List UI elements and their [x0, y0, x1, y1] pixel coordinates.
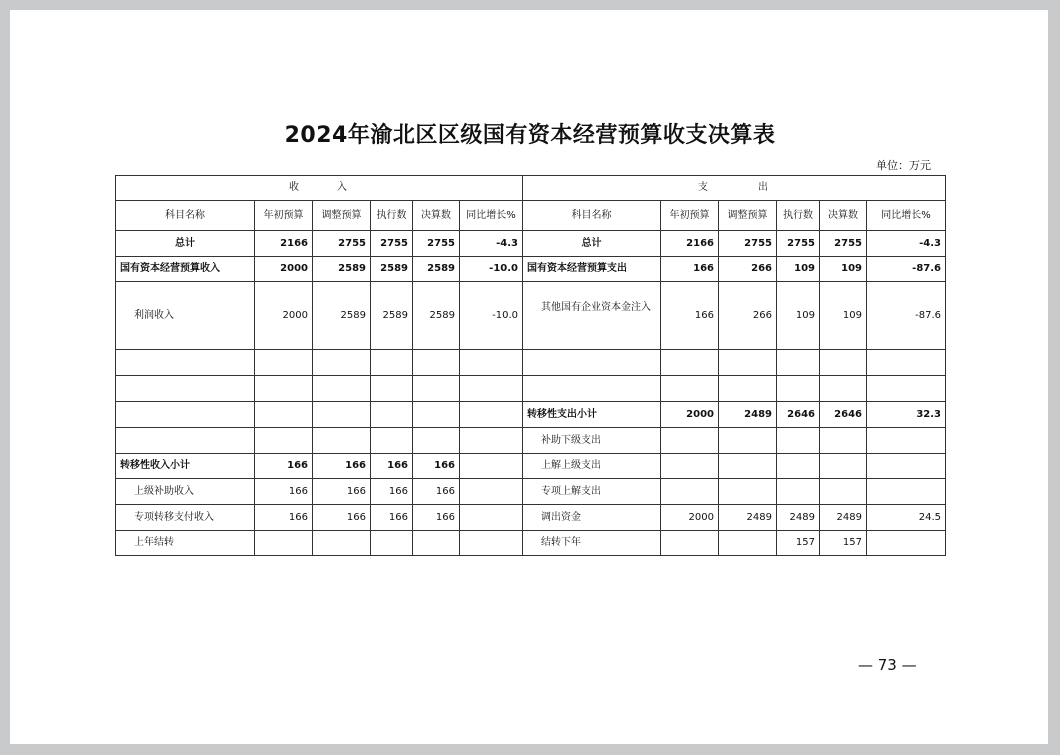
- expense-value-cell: 157: [820, 531, 867, 556]
- income-value-cell: [371, 402, 413, 428]
- income-value-cell: 2589: [413, 282, 460, 350]
- expense-value-cell: [867, 350, 946, 376]
- table-row: [116, 257, 946, 282]
- income-value-cell: 2000: [255, 257, 313, 282]
- income-value-cell: 2755: [313, 231, 371, 257]
- income-item-name: 上年结转: [116, 531, 255, 556]
- expense-item-name: 专项上解支出: [523, 479, 661, 505]
- expense-value-cell: [867, 376, 946, 402]
- expense-value-cell: 2000: [661, 505, 719, 531]
- col-header: 同比增长%: [867, 201, 946, 231]
- income-item-name: 专项转移支付收入: [116, 505, 255, 531]
- income-value-cell: [371, 428, 413, 454]
- expense-value-cell: 2489: [777, 505, 820, 531]
- income-value-cell: [460, 479, 523, 505]
- expense-item-name: 国有资本经营预算支出: [523, 257, 661, 282]
- expense-value-cell: [719, 350, 777, 376]
- expense-value-cell: 109: [777, 282, 820, 350]
- expense-value-cell: [820, 428, 867, 454]
- income-value-cell: -4.3: [460, 231, 523, 257]
- expense-value-cell: [719, 531, 777, 556]
- income-item-name: [116, 350, 255, 376]
- income-value-cell: 2755: [371, 231, 413, 257]
- section-header-row: [116, 176, 946, 201]
- income-value-cell: 166: [313, 505, 371, 531]
- table-row: [116, 479, 946, 505]
- income-value-cell: [413, 350, 460, 376]
- income-value-cell: 2166: [255, 231, 313, 257]
- expense-value-cell: [867, 428, 946, 454]
- expense-item-name: 总计: [523, 231, 661, 257]
- income-value-cell: [255, 428, 313, 454]
- expense-value-cell: [719, 376, 777, 402]
- expense-value-cell: [820, 350, 867, 376]
- income-value-cell: [460, 350, 523, 376]
- col-header: 执行数: [371, 201, 413, 231]
- expense-value-cell: [719, 428, 777, 454]
- income-value-cell: [313, 402, 371, 428]
- table-row: [116, 282, 946, 350]
- expense-item-name: 其他国有企业资本金注入: [523, 282, 661, 350]
- col-header: 科目名称: [523, 201, 661, 231]
- income-value-cell: 2589: [313, 257, 371, 282]
- income-item-name: [116, 428, 255, 454]
- income-value-cell: 166: [413, 479, 460, 505]
- expense-value-cell: [661, 376, 719, 402]
- income-value-cell: 166: [413, 454, 460, 479]
- expense-item-name: 结转下年: [523, 531, 661, 556]
- expense-value-cell: [820, 454, 867, 479]
- budget-table: [115, 175, 946, 556]
- col-header: 科目名称: [116, 201, 255, 231]
- col-header: 同比增长%: [460, 201, 523, 231]
- expense-value-cell: 266: [719, 257, 777, 282]
- income-value-cell: [255, 402, 313, 428]
- col-header: 执行数: [777, 201, 820, 231]
- income-value-cell: [413, 531, 460, 556]
- col-header: 调整预算: [719, 201, 777, 231]
- expense-value-cell: -87.6: [867, 257, 946, 282]
- table-row: [116, 428, 946, 454]
- expense-value-cell: 2755: [777, 231, 820, 257]
- expense-value-cell: 2646: [777, 402, 820, 428]
- expense-value-cell: [867, 531, 946, 556]
- expense-header: 支 出: [523, 176, 946, 201]
- expense-value-cell: 2755: [820, 231, 867, 257]
- expense-value-cell: [777, 428, 820, 454]
- col-header: 决算数: [413, 201, 460, 231]
- income-value-cell: [413, 402, 460, 428]
- income-value-cell: 166: [255, 505, 313, 531]
- table-row: [116, 231, 946, 257]
- table-row: [116, 454, 946, 479]
- expense-value-cell: [867, 479, 946, 505]
- expense-value-cell: 2755: [719, 231, 777, 257]
- income-value-cell: 166: [413, 505, 460, 531]
- expense-value-cell: [661, 531, 719, 556]
- income-item-name: [116, 402, 255, 428]
- income-value-cell: [371, 376, 413, 402]
- expense-value-cell: [820, 479, 867, 505]
- income-value-cell: [313, 376, 371, 402]
- col-header: 调整预算: [313, 201, 371, 231]
- income-value-cell: -10.0: [460, 282, 523, 350]
- expense-value-cell: [661, 428, 719, 454]
- expense-value-cell: [867, 454, 946, 479]
- income-value-cell: [460, 376, 523, 402]
- expense-value-cell: [777, 350, 820, 376]
- income-value-cell: 166: [371, 505, 413, 531]
- expense-item-name: [523, 376, 661, 402]
- table-row: [116, 376, 946, 402]
- income-item-name: 利润收入: [116, 282, 255, 350]
- expense-value-cell: 2646: [820, 402, 867, 428]
- col-header: 年初预算: [661, 201, 719, 231]
- income-item-name: [116, 376, 255, 402]
- expense-item-name: [523, 350, 661, 376]
- table-row: [116, 505, 946, 531]
- income-value-cell: 166: [255, 479, 313, 505]
- income-value-cell: [460, 402, 523, 428]
- expense-value-cell: 166: [661, 282, 719, 350]
- income-value-cell: 2589: [371, 257, 413, 282]
- expense-value-cell: 109: [777, 257, 820, 282]
- expense-value-cell: -4.3: [867, 231, 946, 257]
- income-value-cell: 2589: [413, 257, 460, 282]
- expense-value-cell: [777, 479, 820, 505]
- income-value-cell: -10.0: [460, 257, 523, 282]
- table-row: [116, 531, 946, 556]
- expense-value-cell: 2489: [820, 505, 867, 531]
- income-value-cell: 2589: [313, 282, 371, 350]
- income-value-cell: [313, 531, 371, 556]
- income-value-cell: 2589: [371, 282, 413, 350]
- income-value-cell: 166: [371, 454, 413, 479]
- expense-value-cell: 2000: [661, 402, 719, 428]
- expense-item-name: 调出资金: [523, 505, 661, 531]
- income-item-name: 转移性收入小计: [116, 454, 255, 479]
- income-value-cell: 2000: [255, 282, 313, 350]
- income-value-cell: [313, 428, 371, 454]
- expense-value-cell: 109: [820, 282, 867, 350]
- income-value-cell: [255, 350, 313, 376]
- income-value-cell: [371, 350, 413, 376]
- income-value-cell: [460, 531, 523, 556]
- expense-value-cell: 24.5: [867, 505, 946, 531]
- expense-value-cell: [719, 479, 777, 505]
- income-item-name: 国有资本经营预算收入: [116, 257, 255, 282]
- income-value-cell: [255, 531, 313, 556]
- table-row: [116, 402, 946, 428]
- page-number: — 73 —: [858, 656, 917, 674]
- income-item-name: 总计: [116, 231, 255, 257]
- income-value-cell: [413, 428, 460, 454]
- expense-value-cell: 157: [777, 531, 820, 556]
- income-value-cell: 166: [313, 454, 371, 479]
- expense-value-cell: 32.3: [867, 402, 946, 428]
- document-title: 2024年渝北区区级国有资本经营预算收支决算表: [284, 123, 776, 148]
- income-header: 收 入: [116, 176, 523, 201]
- expense-value-cell: 2489: [719, 402, 777, 428]
- income-value-cell: 2755: [413, 231, 460, 257]
- expense-value-cell: [777, 376, 820, 402]
- income-item-name: 上级补助收入: [116, 479, 255, 505]
- col-header: 决算数: [820, 201, 867, 231]
- expense-value-cell: -87.6: [867, 282, 946, 350]
- income-value-cell: [371, 531, 413, 556]
- income-value-cell: 166: [371, 479, 413, 505]
- income-value-cell: [255, 376, 313, 402]
- expense-value-cell: 2166: [661, 231, 719, 257]
- income-value-cell: 166: [313, 479, 371, 505]
- income-value-cell: [460, 505, 523, 531]
- expense-value-cell: 2489: [719, 505, 777, 531]
- expense-value-cell: [777, 454, 820, 479]
- income-value-cell: [460, 454, 523, 479]
- unit-label: 单位：万元: [876, 159, 931, 172]
- expense-value-cell: [820, 376, 867, 402]
- income-value-cell: [413, 376, 460, 402]
- expense-value-cell: 166: [661, 257, 719, 282]
- column-header-row: [116, 201, 946, 231]
- income-value-cell: [313, 350, 371, 376]
- expense-value-cell: [719, 454, 777, 479]
- expense-item-name: 转移性支出小计: [523, 402, 661, 428]
- expense-value-cell: 266: [719, 282, 777, 350]
- expense-value-cell: [661, 350, 719, 376]
- income-value-cell: 166: [255, 454, 313, 479]
- expense-value-cell: [661, 479, 719, 505]
- income-value-cell: [460, 428, 523, 454]
- table-row: [116, 350, 946, 376]
- col-header: 年初预算: [255, 201, 313, 231]
- expense-value-cell: [661, 454, 719, 479]
- expense-item-name: 上解上级支出: [523, 454, 661, 479]
- expense-item-name: 补助下级支出: [523, 428, 661, 454]
- expense-value-cell: 109: [820, 257, 867, 282]
